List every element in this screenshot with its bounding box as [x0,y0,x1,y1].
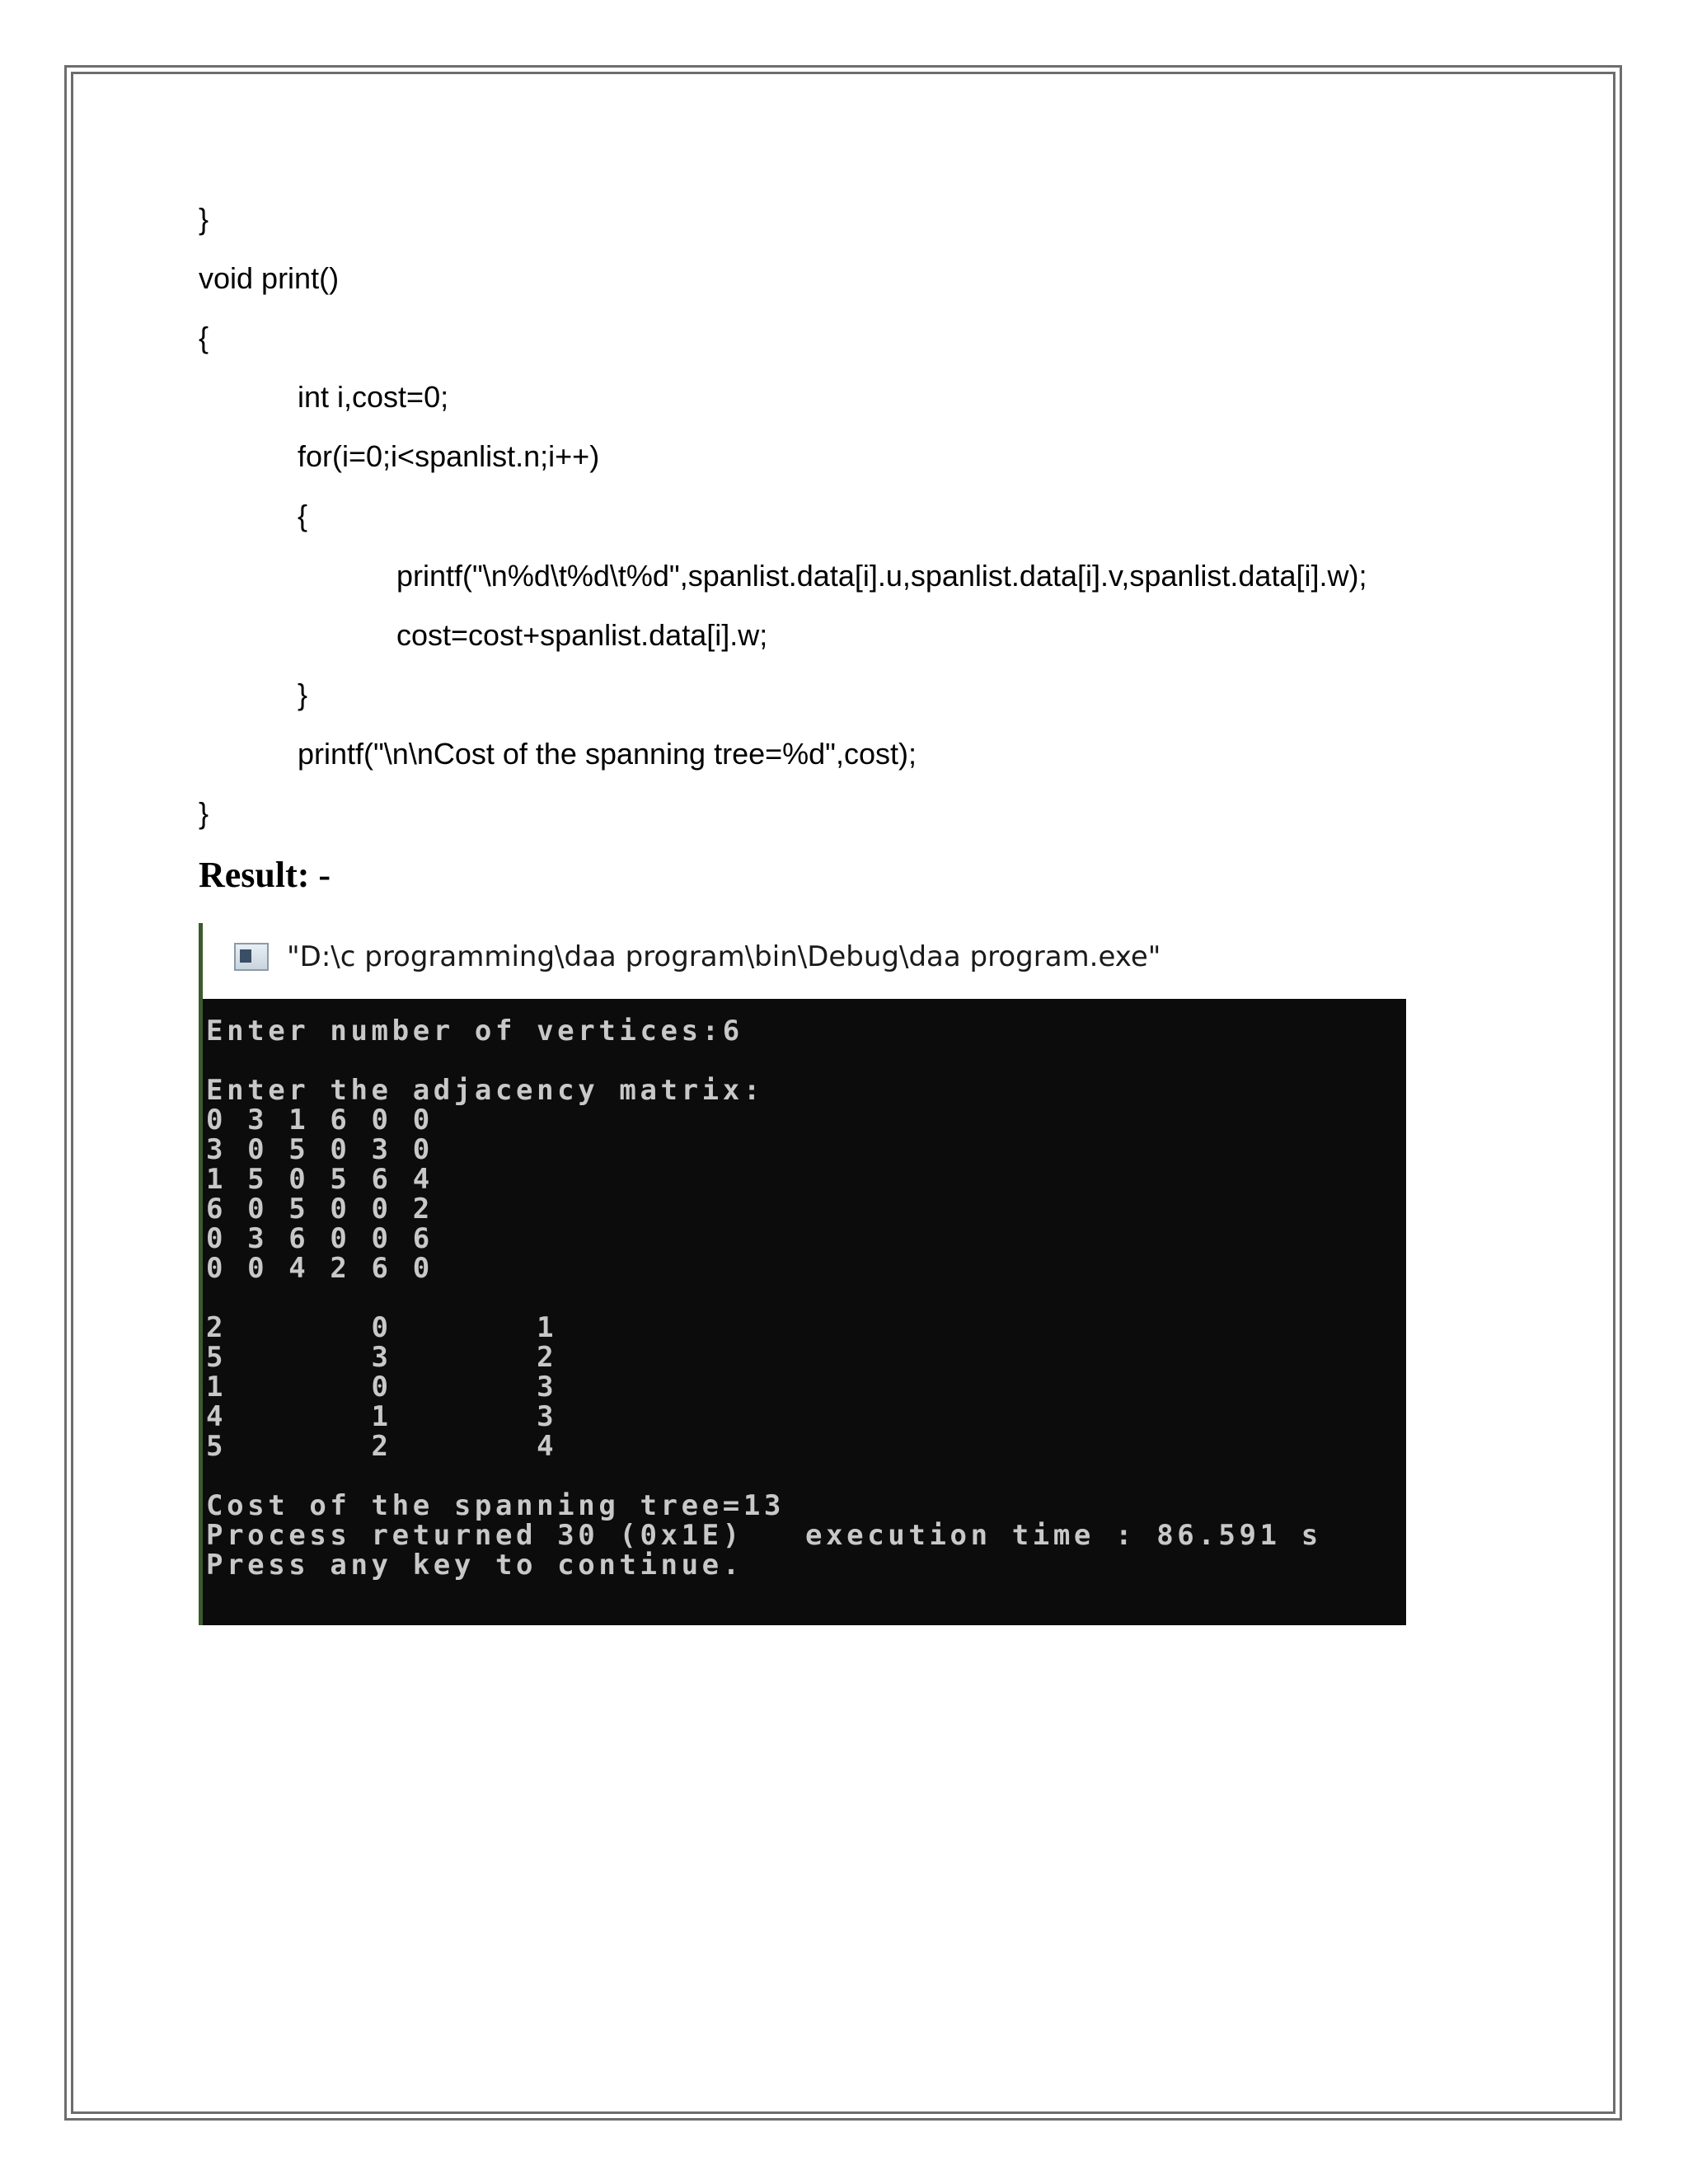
console-titlebar [203,923,1406,999]
code-line: } [298,677,308,711]
code-line: { [199,321,209,354]
console-line: 3 0 5 0 3 0 [206,1133,434,1166]
console-line: 5 3 2 [206,1341,558,1374]
console-title: "D:\c programming\daa program\bin\Debug\daa program.exe" [287,940,1161,973]
console-line: 1 0 3 [206,1371,558,1404]
console-line: 0 0 4 2 6 0 [206,1252,434,1285]
console-line: 4 1 3 [206,1400,558,1433]
console-line: 2 0 1 [206,1311,558,1344]
code-line: for(i=0;i<spanlist.n;i++) [298,439,600,473]
console-line: Process returned 30 (0x1E) execution time : 86.591 s [206,1519,1322,1552]
console-app-icon [234,943,269,971]
console-line: 6 0 5 0 0 2 [206,1193,434,1226]
result-heading: Result: - [199,855,331,895]
console-line: 1 5 0 5 6 4 [206,1163,434,1196]
console-output [203,999,1406,1625]
console-line: Enter number of vertices:6 [206,1015,743,1047]
code-line: } [199,202,209,236]
code-line: } [199,796,209,830]
code-line: printf("\n%d\t%d\t%d",spanlist.data[i].u,spanlist.data[i].v,spanlist.data[i].w); [396,559,1367,593]
code-line: { [298,499,308,532]
console-line: 5 2 4 [206,1430,558,1463]
code-line: void print() [199,261,340,295]
console-line: 0 3 1 6 0 0 [206,1104,434,1137]
code-line: cost=cost+spanlist.data[i].w; [396,618,768,652]
console-window [199,923,1406,1625]
console-line: Press any key to continue. [206,1549,743,1582]
console-line: Enter the adjacency matrix: [206,1074,764,1107]
console-line: Cost of the spanning tree=13 [206,1489,785,1522]
code-line: printf("\n\nCost of the spanning tree=%d",cost); [298,737,917,771]
console-line: 0 3 6 0 0 6 [206,1222,434,1255]
code-line: int i,cost=0; [298,380,449,414]
